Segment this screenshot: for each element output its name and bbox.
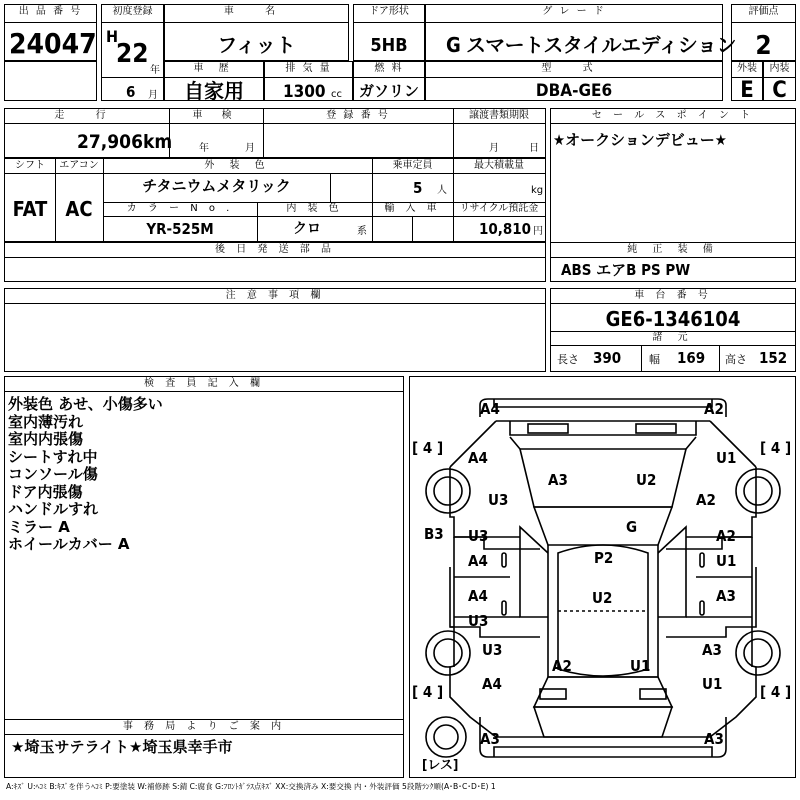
fuel-cell [353, 61, 425, 101]
office-note: ★埼玉サテライト★埼玉県幸手市 [11, 738, 233, 756]
displacement-unit: cc [331, 89, 342, 100]
inspector-notes [8, 396, 163, 554]
mark-quarter-rl-low: A4 [482, 675, 502, 693]
door-cell [353, 4, 425, 61]
grade-cell [425, 4, 737, 61]
note-line: ミラー A [8, 517, 70, 536]
caution-label: 注 意 事 項 欄 [225, 290, 325, 301]
door-label: ドア形状 [369, 6, 409, 17]
mark-trunk-left: A2 [552, 657, 572, 675]
recycle-unit: 円 [533, 226, 543, 237]
front-bumper-outline [480, 399, 726, 417]
inspection-label: 車 検 [192, 110, 240, 121]
length: 390 [593, 349, 622, 367]
capacity-unit: 人 [437, 185, 447, 196]
row3-table [4, 158, 546, 242]
fuel: ガソリン [358, 82, 419, 100]
note-line: ドア内張傷 [8, 482, 83, 501]
mark-door-rl-top: A4 [468, 587, 488, 605]
height-label: 高さ [725, 353, 747, 366]
office-label: 事 務 局 よ り ご 案 内 [122, 721, 286, 732]
rear-window-outline [534, 677, 672, 707]
era: H [106, 27, 119, 46]
note-line: コンソール傷 [8, 465, 98, 483]
reg-year: 22 [116, 39, 149, 69]
mark-front-bumper-right: A2 [704, 400, 724, 418]
mark-quarter-rr-low: U1 [702, 675, 723, 693]
mark-trunk-right: U1 [630, 657, 651, 675]
model-label: 型 式 [541, 63, 607, 74]
ac: AC [65, 197, 93, 221]
first-registration-cell [101, 4, 164, 101]
ac-label: エアコン [59, 160, 99, 171]
mark-door-fl-top: U3 [468, 527, 489, 545]
max-load-unit: kg [531, 185, 544, 196]
mark-windshield: G [626, 518, 638, 536]
history-label: 車 歴 [193, 63, 235, 74]
car-name-cell [164, 4, 349, 61]
reg-month: 6 [126, 83, 136, 101]
car-name: フィット [217, 33, 296, 57]
inspection-month-unit: 月 [245, 143, 255, 154]
year-unit: 年 [150, 65, 160, 76]
color-number: YR-525M [146, 220, 214, 238]
interior-color-unit: 系 [357, 226, 367, 237]
exterior-label: 外装 [737, 63, 757, 74]
interior-grade: C [772, 78, 787, 103]
mark-fender-fr-low: A2 [696, 491, 716, 509]
mark-roof-rear: U2 [592, 589, 613, 607]
mark-door-fr-top: A2 [716, 527, 736, 545]
grade: G スマートスタイルエディション [446, 33, 737, 57]
note-line: 室内内張傷 [8, 430, 84, 448]
exterior-grade: E [740, 78, 754, 103]
sales-point-label: セ ー ル ス ポ イ ン ト [591, 110, 755, 121]
height: 152 [759, 349, 788, 367]
displacement-cell [264, 61, 353, 101]
score-cell [731, 4, 796, 61]
note-line: シートすれ中 [8, 447, 98, 466]
mark-door-rr: A3 [716, 587, 736, 605]
mark-door-fl-bottom: A4 [468, 552, 488, 570]
tire-rear-right [736, 631, 780, 675]
mark-fender-fl: A4 [468, 449, 488, 467]
lot-number: 24047 [9, 27, 97, 60]
transfer-label: 譲渡書類期限 [469, 110, 529, 121]
car-damage-diagram [409, 376, 796, 778]
transfer-day-unit: 日 [529, 143, 539, 154]
history-cell [164, 61, 264, 101]
windshield-outline [534, 507, 672, 545]
color-number-label: カ ラ ー N o . [126, 203, 234, 214]
exterior-grade-cell [731, 61, 763, 101]
interior-color: クロ [293, 221, 321, 237]
door-type: 5HB [370, 35, 408, 56]
sales-point: ★オークションデビュー★ [553, 131, 727, 149]
mark-rear-bumper-left: A3 [480, 730, 500, 748]
tire-rr-label: [ 4 ] [760, 683, 792, 701]
mark-quarter-rr: A3 [702, 641, 722, 659]
lot-blank-cell [4, 61, 97, 101]
tire-front-right [736, 469, 780, 513]
later-parts-label: 後 日 発 送 部 品 [215, 244, 335, 255]
capacity: 5 [413, 179, 423, 197]
history: 自家用 [184, 79, 244, 103]
mark-rocker-left: B3 [424, 525, 444, 543]
note-line: ホイールカバー A [8, 535, 130, 553]
mark-rear-bumper-right: A3 [704, 730, 724, 748]
car-name-label: 車 名 [223, 6, 290, 17]
mark-hood-left: A3 [548, 471, 568, 489]
inspection-year-unit: 年 [199, 143, 209, 154]
mark-front-bumper-left: A4 [480, 400, 500, 418]
lot-number-label: 出 品 番 号 [18, 6, 83, 17]
interior-label: 内装 [769, 63, 790, 74]
equipment-box [550, 242, 796, 282]
transfer-month-unit: 月 [489, 143, 499, 154]
color-label: 外 装 色 [204, 160, 271, 171]
spare-label: [レス] [422, 758, 459, 773]
exterior-color: チタニウムメタリック [142, 177, 291, 195]
chassis-number: GE6-1346104 [605, 307, 741, 331]
recycle-label: リサイクル預託金 [459, 203, 539, 214]
mark-door-rl-bottom: U3 [468, 612, 489, 630]
spare-tire [426, 717, 466, 757]
recycle-deposit: 10,810 [479, 220, 532, 238]
equipment: ABS エアB PS PW [561, 261, 691, 279]
capacity-label: 乗車定員 [392, 160, 433, 171]
import-label: 輸 入 車 [384, 203, 441, 214]
max-load-label: 最大積載量 [474, 160, 524, 171]
mark-hood-right: U2 [636, 471, 657, 489]
mark-quarter-rl: U3 [482, 641, 503, 659]
inspector-label: 検 査 員 記 入 欄 [144, 378, 264, 389]
mark-fender-fl-low: U3 [488, 491, 509, 509]
width-label: 幅 [649, 353, 660, 366]
tire-rl-label: [ 4 ] [412, 683, 444, 701]
width: 169 [677, 349, 706, 367]
score-label: 評価点 [748, 6, 779, 17]
interior-color-label: 内 装 色 [286, 203, 343, 214]
mark-fender-fr: U1 [716, 449, 737, 467]
model-cell [425, 61, 723, 101]
caution-box [4, 288, 546, 372]
shift: FAT [12, 197, 48, 221]
equipment-label: 純 正 装 備 [627, 244, 719, 255]
damage-legend: A:ｷｽﾞ U:ﾍｺﾐ B:ｷｽﾞを伴うﾍｺﾐ P:要塗装 W:補修跡 S:錆 C:腐食 G:ﾌﾛﾝﾄｶﾞﾗｽ点ｷｽﾞ XX:交換済み X:要交換 内・外装評価 5段階ﾗﾝｸ順(A･B･C･D･E) 1 [6, 782, 496, 791]
car-outline-drawing [410, 377, 795, 777]
registration-label: 登 録 番 号 [326, 110, 390, 121]
model: DBA-GE6 [535, 81, 613, 101]
mark-door-fr-bottom: U1 [716, 552, 737, 570]
grade-label: グ レ ー ド [542, 6, 606, 17]
tire-fl-label: [ 4 ] [412, 439, 444, 457]
mileage-unit: km [143, 131, 173, 153]
mileage: 27,906 [77, 131, 143, 153]
interior-grade-cell [763, 61, 796, 101]
chassis-label: 車 台 番 号 [634, 290, 712, 301]
note-line: 外装色 あせ、小傷多い [8, 395, 163, 413]
length-label: 長さ [557, 353, 579, 366]
mileage-label: 走 行 [54, 110, 120, 121]
row2-table [4, 108, 546, 158]
displacement-label: 排 気 量 [285, 63, 332, 74]
month-unit: 月 [148, 90, 158, 101]
score: 2 [755, 31, 772, 61]
tire-fr-label: [ 4 ] [760, 439, 792, 457]
tire-rear-left [426, 631, 470, 675]
first-registration-label: 初度登録 [112, 6, 153, 17]
later-parts-box [4, 242, 546, 282]
note-line: ハンドルすれ [8, 500, 99, 518]
chassis-box [550, 288, 796, 372]
left-body-outline [450, 421, 540, 549]
shift-label: シフト [15, 160, 45, 171]
tire-front-left [426, 469, 470, 513]
sales-point-box [550, 108, 796, 243]
fuel-label: 燃 料 [374, 63, 404, 74]
mark-roof: P2 [594, 549, 614, 567]
hood-outline [520, 449, 686, 507]
note-line: 室内薄汚れ [8, 412, 84, 431]
lot-number-cell [4, 4, 97, 61]
right-body-outline [666, 421, 756, 549]
specs-label: 諸 元 [652, 332, 694, 343]
displacement: 1300 [283, 82, 326, 102]
